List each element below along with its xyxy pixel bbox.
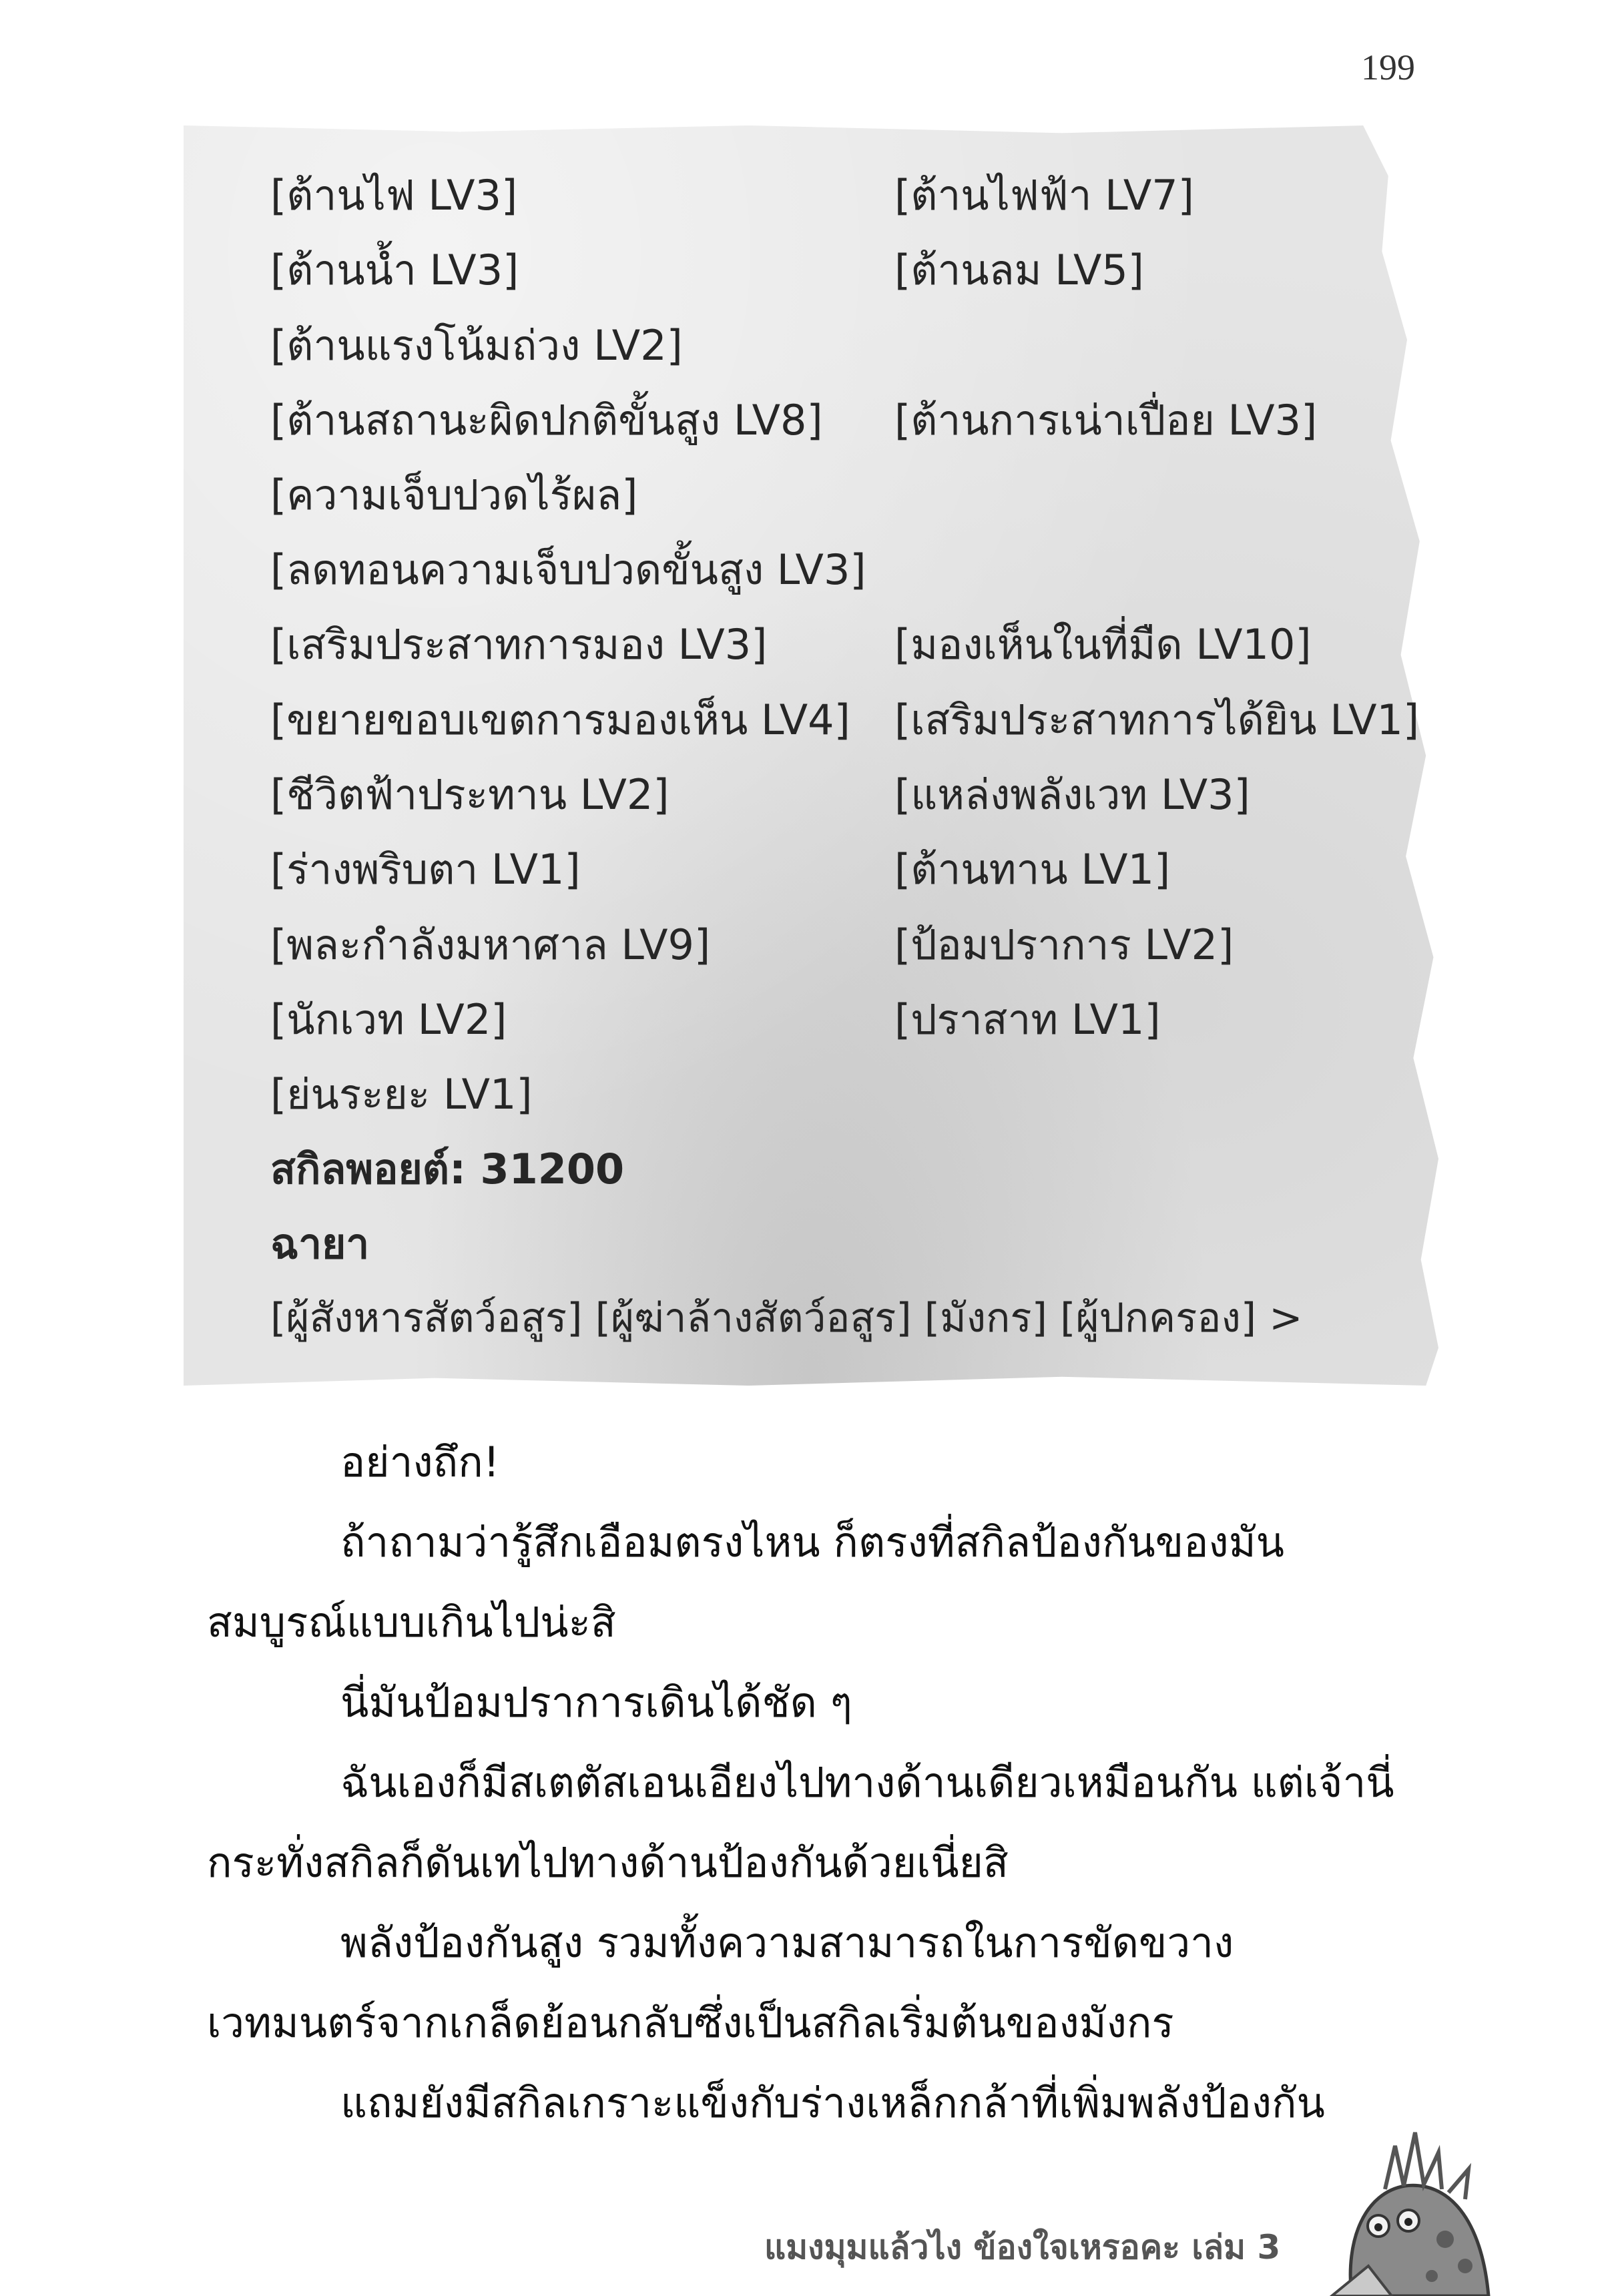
skill-left-5: [ความเจ็บปวดไร้ผล]	[270, 471, 638, 519]
skill-right-2: [ต้านลม LV5]	[894, 246, 1144, 294]
skill-right-7: [มองเห็นในที่มืด LV10]	[894, 620, 1312, 669]
skill-points: สกิลพอยต์: 31200	[270, 1145, 625, 1193]
skill-right-4: [ต้านการเน่าเปื่อย LV3]	[894, 396, 1318, 445]
skill-left-3: [ต้านแรงโน้มถ่วง LV2]	[270, 321, 683, 370]
skill-right-1: [ต้านไฟฟ้า LV7]	[894, 171, 1194, 220]
skill-left-13: [ย่นระยะ LV1]	[270, 1070, 533, 1119]
skill-right-9: [แหล่งพลังเวท LV3]	[894, 770, 1250, 819]
paragraph-line: อย่างถึก!	[340, 1438, 500, 1486]
paragraph-line: สมบูรณ์แบบเกินไปน่ะสิ	[207, 1598, 616, 1647]
skill-right-12: [ปราสาท LV1]	[894, 995, 1161, 1044]
status-panel	[184, 125, 1438, 1386]
paragraph-line: แถมยังมีสกิลเกราะแข็งกับร่างเหล็กกล้าที่เพิ่มพลังป้องกัน	[340, 2078, 1325, 2127]
page-number: 199	[1361, 47, 1415, 87]
paragraph-line: พลังป้องกันสูง รวมทั้งความสามารถในการขัดขวาง	[340, 1918, 1234, 1967]
skill-left-1: [ต้านไฟ LV3]	[270, 171, 518, 220]
skill-left-2: [ต้านน้ำ LV3]	[270, 246, 519, 294]
titles-heading: ฉายา	[270, 1219, 370, 1268]
skill-right-8: [เสริมประสาทการได้ยิน LV1]	[894, 695, 1420, 744]
skill-left-6: [ลดทอนความเจ็บปวดขั้นสูง LV3]	[270, 545, 866, 594]
book-title: แมงมุมแล้วไง ข้องใจเหรอคะ เล่ม 3	[764, 2228, 1281, 2267]
paragraph-line: กระทั่งสกิลก็ดันเทไปทางด้านป้องกันด้วยเนี่ยสิ	[207, 1838, 1009, 1887]
skill-left-12: [นักเวท LV2]	[270, 995, 507, 1044]
skill-left-8: [ขยายขอบเขตการมองเห็น LV4]	[270, 695, 850, 744]
spider-mascot-icon	[1305, 2106, 1505, 2296]
skill-left-10: [ร่างพริบตา LV1]	[270, 845, 581, 894]
skill-right-11: [ป้อมปราการ LV2]	[894, 920, 1234, 969]
skill-left-7: [เสริมประสาทการมอง LV3]	[270, 620, 768, 669]
paragraph-line: เวทมนตร์จากเกล็ดย้อนกลับซึ่งเป็นสกิลเริ่มต้นของมังกร	[207, 1998, 1174, 2047]
paragraph-line: ฉันเองก็มีสเตตัสเอนเอียงไปทางด้านเดียวเหมือนกัน แต่เจ้านี่	[340, 1758, 1394, 1807]
paragraph-line: นี่มันป้อมปราการเดินได้ชัด ๆ	[340, 1678, 852, 1727]
skill-left-4: [ต้านสถานะผิดปกติขั้นสูง LV8]	[270, 396, 823, 445]
titles-line: [ผู้สังหารสัตว์อสูร] [ผู้ฆ่าล้างสัตว์อสูร] [มังกร] [ผู้ปกครอง] >	[270, 1295, 1303, 1342]
skill-left-9: [ชีวิตฟ้าประทาน LV2]	[270, 770, 669, 819]
skill-right-10: [ต้านทาน LV1]	[894, 845, 1171, 894]
skill-left-11: [พละกำลังมหาศาล LV9]	[270, 920, 711, 969]
paragraph-line: ถ้าถามว่ารู้สึกเอือมตรงไหน ก็ตรงที่สกิลป้องกันของมัน	[340, 1518, 1284, 1566]
